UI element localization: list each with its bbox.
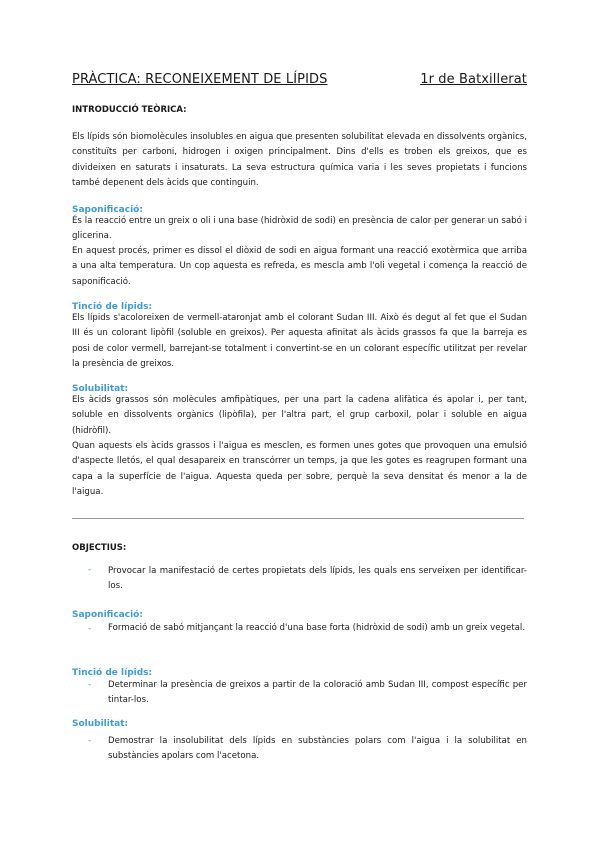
intro-solubility-p2: Quan aquests els àcids grassos i l'aigua es mesclen, es formen unes gotes que provoquen una emulsió d'aspecte lletós, el qual desapareix en transcórrer un temps, ja que les gotes es reagrupen formant una capa a la superfície de l'aigua. Aquesta queda per sobre, perquè la seva densitat és menor a la de l'aigua. (72, 441, 527, 497)
intro-staining-title: Tinció de lípids: (72, 302, 153, 312)
intro-heading: INTRODUCCIÓ TEÒRICA: (72, 105, 187, 115)
objective-solubility-item: Demostrar la insolubilitat dels lípids en substàncies polars com l'aigua i la solubilitat en substàncies apolars com l'acetona. (108, 736, 527, 762)
document-header (72, 72, 527, 87)
objective-saponification-title: Saponificació: (72, 610, 143, 620)
objective-staining-title: Tinció de lípids: (72, 668, 153, 678)
bullet-dash: - (88, 565, 92, 575)
intro-saponification-title: Saponificació: (72, 205, 143, 215)
bullet-dash: - (88, 624, 92, 634)
course-level: 1r de Batxillerat (420, 72, 527, 87)
objective-staining-item: Determinar la presència de greixos a partir de la coloració amb Sudan III, compost específic per tintar-los. (108, 680, 527, 706)
intro-saponification-p2: En aquest procés, primer es dissol el diòxid de sodi en aigua formant una reacció exotèrmica que arriba a una alta temperatura. Un cop aquesta es refreda, es mescla amb l'oli vegetal i comença la reacció de saponificació. (72, 246, 527, 287)
bullet-dash: - (88, 736, 92, 746)
intro-solubility-title: Solubilitat: (72, 384, 129, 394)
objectives-heading: OBJECTIUS: (72, 543, 127, 553)
objective-saponification-item: Formació de sabó mitjançant la reacció d'una base forta (hidròxid de sodi) amb un greix vegetal. (108, 623, 526, 633)
objective-general: Provocar la manifestació de certes propietats dels lípids, les quals ens serveixen per identificar-los. (108, 566, 527, 592)
bullet-dash: - (88, 680, 92, 690)
objective-solubility-title: Solubilitat: (72, 719, 129, 729)
intro-solubility-p1: Els àcids grassos són molècules amfipàtiques, per una part la cadena alifàtica és apolar i, per tant, soluble en dissolvents orgànics (lipòfila), per l'altra part, el grup carboxil, polar i soluble en aigua (hidròfil). (72, 395, 527, 436)
section-divider (72, 518, 524, 519)
document-title: PRÀCTICA: RECONEIXEMENT DE LÍPIDS (72, 72, 328, 87)
intro-staining-p1: Els lípids s'acoloreixen de vermell-ataronjat amb el colorant Sudan III. Això és degut al fet que el Sudan III és un colorant lipòfil (soluble en greixos). Per aquesta afinitat als àcids grassos fa que la barreja es posi de color vermell, barrejant-se totalment i convertint-se en un colorant específic utilitzat per revelar la presència de greixos. (72, 313, 527, 369)
intro-saponification-p1: És la reacció entre un greix o oli i una base (hidròxid de sodi) en presència de calor per generar un sabó i glicerina. (72, 216, 527, 242)
intro-paragraph: Els lípids són biomolècules insolubles en aigua que presenten solubilitat elevada en dissolvents orgànics, constituïts per carboni, hidrogen i oxigen principalment. Dins d'ells es troben els greixos, que es divideixen en saturats i insaturats. La seva estructura química varia i les seves propietats i funcions també depenent dels àcids que continguin. (72, 132, 527, 188)
